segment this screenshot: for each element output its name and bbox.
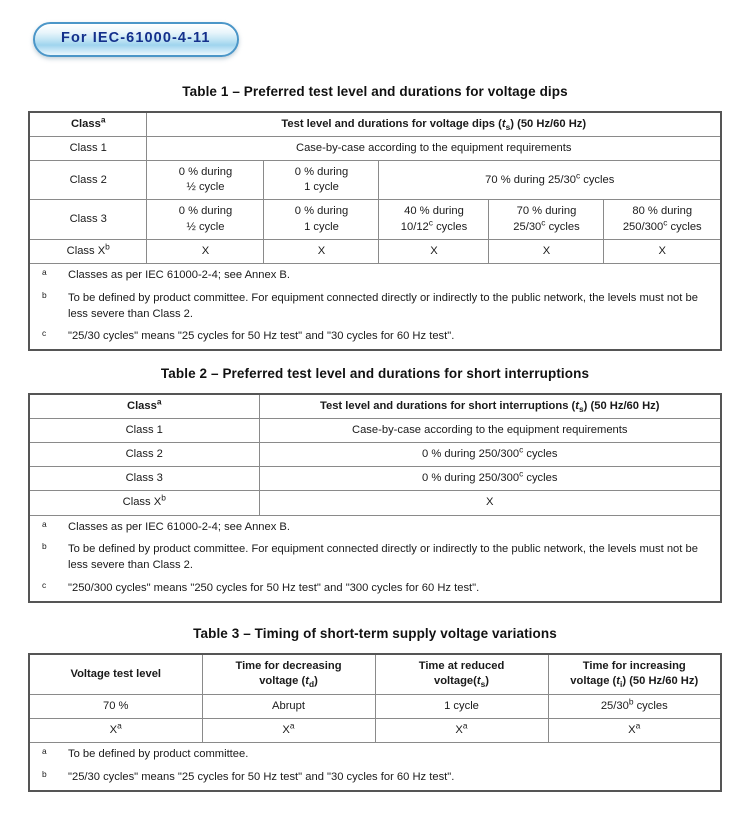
footnote-marker-a: a [635, 719, 641, 730]
footnote-marker-c: c [428, 216, 433, 227]
table-3-footnotes [29, 742, 721, 790]
header-line-2: voltage ( [259, 675, 306, 688]
table-row [29, 718, 721, 742]
table-2-row-value-class2 [259, 443, 721, 467]
table-1-class2-cell-1 [147, 161, 264, 200]
header-var-t: t [616, 675, 621, 688]
footnote-marker: b [41, 289, 47, 300]
row-label-text: Class X [122, 496, 162, 509]
header-var-sub-s: s [480, 679, 486, 690]
cell-line-2-tail: cycles [545, 220, 580, 233]
footnote-text: To be defined by product committee. [68, 747, 249, 760]
table-1-header-testlevel [147, 112, 721, 137]
footnote-marker-c: c [519, 444, 524, 455]
table-3-block [0, 626, 750, 792]
table-2-row-value-class3 [259, 467, 721, 491]
table-2-row-value-classx: X [259, 491, 721, 515]
table-1-class3-cell-5 [604, 200, 721, 239]
table-1-class3-cell-3 [379, 200, 489, 239]
footnote-item [34, 747, 716, 763]
table-1-block [0, 84, 750, 351]
table-footnotes-row [29, 515, 721, 602]
table-row [29, 419, 721, 443]
table-1-class2-cell-3 [379, 161, 721, 200]
header-var-sub-s: s [505, 122, 511, 133]
header-class-label: Class [126, 400, 157, 412]
table-2-row-label-classx [29, 491, 259, 515]
table-row [29, 467, 721, 491]
cell-value-tail: cycles [523, 472, 558, 485]
cell-line-1: 80 % during [632, 205, 693, 218]
header-testlevel-text: Test level and durations for short interruptions ( [319, 400, 576, 412]
footnote-item [34, 581, 716, 597]
cell-line-1: 40 % during [404, 205, 464, 218]
footnote-marker-b: b [105, 240, 110, 251]
table-2-header-class [29, 394, 259, 419]
footnote-item [34, 770, 716, 786]
table-footnotes-row [29, 742, 721, 790]
table-row [29, 694, 721, 718]
header-var-t: t [305, 675, 309, 688]
table-2 [28, 393, 722, 603]
cell-value: X [109, 723, 118, 736]
table-1-class3-cell-1 [147, 200, 264, 239]
header-tail: ) [314, 675, 318, 688]
footnote-marker-b: b [628, 695, 634, 706]
cell-value: 25/30 [600, 699, 629, 712]
footnote-marker: a [42, 745, 47, 756]
cell-line-2-tail: cycles [667, 220, 702, 233]
table-row-header [29, 112, 721, 137]
footnote-text: Classes as per IEC 61000-2-4; see Annex B. [67, 268, 290, 281]
table-2-footnotes [29, 515, 721, 602]
table-1-header-class [29, 112, 147, 137]
header-line-1: Time for decreasing [235, 660, 342, 673]
header-badge-container [33, 22, 239, 57]
header-var-t: t [476, 675, 481, 688]
cell-value: 0 % during 250/300 [422, 448, 520, 461]
table-3-r1-c3: 1 cycle [375, 694, 548, 718]
table-1-footnotes [29, 263, 721, 350]
table-2-row-value-class1: Case-by-case according to the equipment requirements [259, 419, 721, 443]
table-row [29, 137, 721, 161]
header-testlevel-text: Test level and durations for voltage dips ( [281, 118, 502, 130]
footnote-item [34, 329, 716, 345]
table-3-header-4 [548, 654, 721, 694]
footnote-item [34, 520, 716, 536]
footnote-text: "25/30 cycles" means "25 cycles for 50 Hz test" and "30 cycles for 60 Hz test". [67, 330, 455, 343]
cell-line-1: 0 % during [178, 205, 233, 218]
table-3-r1-c1: 70 % [29, 694, 202, 718]
table-3-r1-c2: Abrupt [202, 694, 375, 718]
table-2-block [0, 366, 750, 603]
table-1-row-label-class2: Class 2 [29, 161, 147, 200]
table-row [29, 161, 721, 200]
iec-standard-badge[interactable]: For IEC-61000-4-11 [33, 22, 239, 57]
table-1-class3-cell-4 [489, 200, 604, 239]
table-3-r2-c3 [375, 718, 548, 742]
table-3-r2-c4 [548, 718, 721, 742]
table-footnotes-row [29, 263, 721, 350]
table-3-header-2 [202, 654, 375, 694]
header-tail: ) [485, 675, 490, 688]
header-line-1: Time at reduced [418, 660, 505, 673]
footnote-marker-a: a [289, 719, 295, 730]
footnote-marker-c: c [541, 216, 546, 227]
footnote-marker: b [42, 541, 47, 552]
footnote-item [34, 542, 716, 574]
footnote-marker-a: a [117, 719, 122, 730]
table-1-row-label-class3: Class 3 [29, 200, 147, 239]
header-line-1: Time for increasing [582, 660, 686, 673]
table-row [29, 491, 721, 515]
footnote-marker: a [42, 518, 47, 529]
table-3-header-1 [29, 654, 202, 694]
table-1-class2-cell-2 [264, 161, 379, 200]
table-2-header-testlevel [259, 394, 721, 419]
table-1-classx-cell-1: X [147, 239, 264, 263]
table-1-class3-cell-2 [264, 200, 379, 239]
table-2-row-label-class1: Class 1 [29, 419, 259, 443]
table-3-title: Table 3 – Timing of short-term supply voltage variations [193, 626, 557, 641]
table-2-title: Table 2 – Preferred test level and durations for short interruptions [160, 366, 590, 381]
cell-value-tail: cycles [523, 448, 558, 461]
cell-line-1: 0 % during [294, 205, 349, 218]
table-row-header [29, 394, 721, 419]
table-3-header-3 [375, 654, 548, 694]
footnote-marker: b [42, 768, 47, 779]
table-1-class1-value: Case-by-case according to the equipment requirements [147, 137, 721, 161]
footnote-marker: c [41, 328, 47, 339]
footnote-text: "25/30 cycles" means "25 cycles for 50 Hz test" and "30 cycles for 60 Hz test". [68, 770, 455, 783]
header-var-sub-s: s [578, 404, 584, 415]
footnote-marker-c: c [575, 170, 581, 181]
table-1-classx-cell-5: X [604, 239, 721, 263]
cell-line-2: cycles [580, 173, 615, 186]
cell-line-2: ½ cycle [186, 181, 225, 194]
table-3-r2-c2 [202, 718, 375, 742]
table-1 [28, 111, 722, 351]
cell-line-2: 1 cycle [304, 181, 339, 194]
cell-value: 0 % during 250/300 [422, 472, 520, 485]
table-2-row-label-class2: Class 2 [29, 443, 259, 467]
footnote-marker-a: a [462, 719, 468, 730]
footnote-text: To be defined by product committee. For equipment connected directly or indirectly to the public network, the levels must not be less severe than Class 2. [67, 291, 698, 320]
footnote-text: Classes as per IEC 61000-2-4; see Annex B. [68, 520, 291, 533]
header-line-1: Voltage test level [70, 667, 162, 680]
table-row [29, 239, 721, 263]
cell-line-1: 70 % during 25/30 [485, 173, 576, 186]
footnote-marker: c [42, 580, 47, 591]
table-1-classx-cell-4: X [489, 239, 604, 263]
table-1-classx-cell-3: X [379, 239, 489, 263]
cell-value: X [628, 723, 636, 736]
header-var-sub-d: d [308, 679, 315, 690]
cell-value: X [282, 723, 290, 736]
cell-line-2: 1 cycle [304, 220, 339, 233]
cell-line-2: ½ cycle [186, 220, 225, 233]
table-3 [28, 653, 722, 792]
table-2-row-label-class3: Class 3 [29, 467, 259, 491]
table-row [29, 443, 721, 467]
footnote-marker-c: c [519, 468, 524, 479]
row-label-text: Class X [66, 244, 106, 257]
cell-line-2: 250/300 [622, 220, 664, 233]
header-line-2: voltage ( [570, 675, 617, 688]
header-testlevel-tail: ) (50 Hz/60 Hz) [583, 400, 660, 412]
footnote-marker-b: b [161, 492, 166, 503]
table-1-classx-cell-2: X [264, 239, 379, 263]
cell-value: X [455, 723, 463, 736]
table-row [29, 200, 721, 239]
cell-line-1: 0 % during [178, 166, 233, 179]
table-3-r1-c4 [548, 694, 721, 718]
header-line-2: voltage( [433, 675, 477, 688]
footnote-text: "250/300 cycles" means "250 cycles for 50 Hz test" and "300 cycles for 60 Hz test". [68, 582, 480, 595]
footnote-item [34, 291, 716, 323]
table-row-header [29, 654, 721, 694]
cell-value-tail: cycles [633, 699, 668, 712]
table-1-row-label-class1: Class 1 [29, 137, 147, 161]
footnote-marker-c: c [663, 216, 668, 227]
header-tail: ) (50 Hz/60 Hz) [622, 675, 699, 688]
footnote-marker-a: a [100, 114, 106, 125]
footnote-text: To be defined by product committee. For equipment connected directly or indirectly to the public network, the levels must not be less severe than Class 2. [68, 543, 698, 572]
cell-line-2-tail: cycles [432, 220, 468, 233]
header-testlevel-tail: ) (50 Hz/60 Hz) [510, 118, 587, 130]
footnote-marker-a: a [156, 396, 162, 407]
header-var-sub-i: i [620, 679, 623, 690]
table-1-title: Table 1 – Preferred test level and durations for voltage dips [182, 84, 568, 99]
footnote-item [34, 268, 716, 284]
header-class-label: Class [70, 118, 101, 130]
table-3-r2-c1 [29, 718, 202, 742]
cell-line-1: 70 % during [516, 205, 577, 218]
cell-line-2: 10/12 [400, 220, 429, 233]
cell-line-1: 0 % during [294, 166, 349, 179]
table-1-row-label-classx [29, 239, 147, 263]
cell-line-2: 25/30 [513, 220, 542, 233]
header-var-t: t [575, 400, 579, 412]
header-var-t: t [501, 118, 506, 130]
footnote-marker: a [41, 266, 47, 277]
